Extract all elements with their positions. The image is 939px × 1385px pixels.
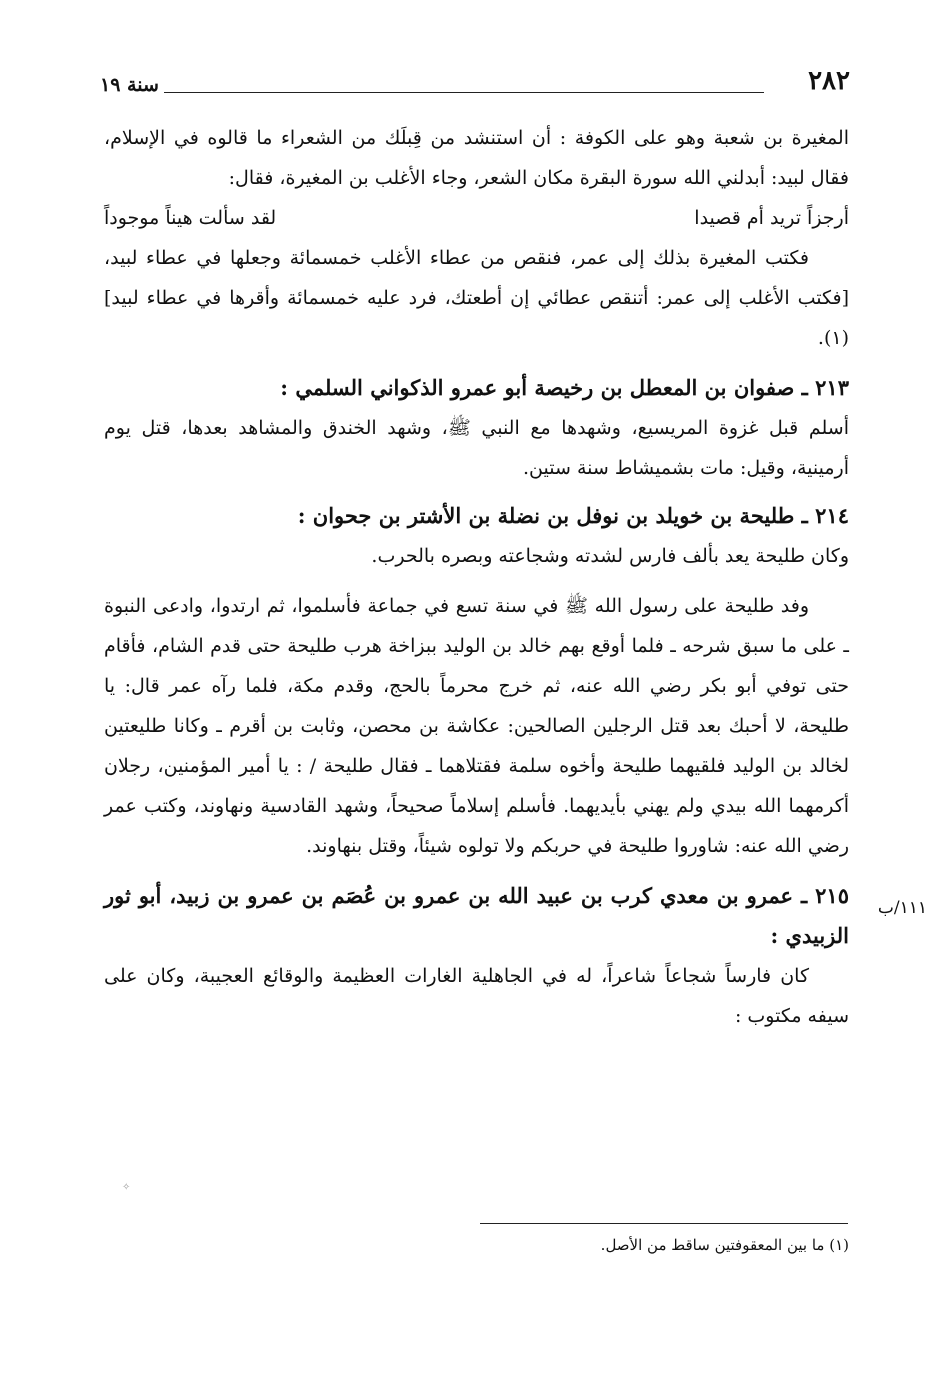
paragraph-entry-214-a: وكان طليحة يعد بألف فارس لشدته وشجاعته وبصره بالحرب.	[371, 545, 849, 567]
poem-verse	[104, 198, 849, 238]
paragraph-mughira-letter: فكتب المغيرة بذلك إلى عمر، فنقص من عطاء الأغلب خمسمائة وجعلها في عطاء لبيد، [فكتب الأغلب إلى عمر: أتنقص عطائي إن أطعتك، فرد عليه خمسمائة وأقرها في عطاء لبيد](١).	[104, 247, 849, 349]
entry-heading-215: ٢١٥ ـ عمرو بن معدي كرب بن عبيد الله بن عمرو بن عُصَم بن عمرو بن زبيد، أبو ثور الزبيدي :	[104, 883, 849, 948]
entry-heading-214: ٢١٤ ـ طليحة بن خويلد بن نوفل بن نضلة بن الأشتر بن جحوان :	[297, 503, 849, 528]
paragraph-entry-215: كان فارساً شجاعاً شاعراً، له في الجاهلية الغارات العظيمة والوقائع العجيبة، وكان على سيفه مكتوب :	[104, 965, 849, 1027]
running-head-year: سنة ١٩	[100, 74, 159, 96]
verse-first-hemistich: أرجزاً تريد أم قصيدا	[694, 207, 849, 229]
paragraph-intro: المغيرة بن شعبة وهو على الكوفة : أن استنشد من قِبلَك من الشعراء ما قالوه في الإسلام، فقال لبيد: أبدلني الله سورة البقرة مكان الشعر، وجاء الأغلب بن المغيرة، فقال:	[104, 127, 849, 189]
paragraph-entry-213: أسلم قبل غزوة المريسيع، وشهدها مع النبي ﷺ، وشهد الخندق والمشاهد بعدها، قتل يوم أرمينية، وقيل: مات بشميشاط سنة ستين.	[104, 417, 849, 479]
paragraph-entry-214-b: وفد طليحة على رسول الله ﷺ في سنة تسع في جماعة فأسلموا، ثم ارتدوا، وادعى النبوة ـ على ما سبق شرحه ـ فلما أوقع بهم خالد بن الوليد ببزاخة هرب طليحة حتى قدم الشام، فأقام حتى توفي أبو بكر رضي الله عنه، ثم خرج محرماً بالحج، وقدم مكة، فلما رآه عمر قال: يا طليحة، لا أحبك بعد قتل الرجلين الصالحين: عكاشة بن محصن، وثابت بن أقرم ـ وكانا طليعتين لخالد بن الوليد فلقيهما طليحة وأخوه سلمة فقتلاهما ـ فقال طليحة / : يا أمير المؤمنين، رجلان أكرمهما الله بيدي ولم يهني بأيديهما. فأسلم إسلاماً صحيحاً، وشهد القادسية ونهاوند، وكتب عمر رضي الله عنه: شاوروا طليحة في حربكم ولا تولوه شيئاً، وقتل بنهاوند.	[104, 595, 850, 857]
main-text	[104, 118, 849, 1036]
verse-second-hemistich: لقد سألت هيناً موجوداً	[104, 207, 277, 229]
page-number: ٢٨٢	[808, 66, 850, 96]
scan-speck: ✧	[122, 1182, 131, 1193]
page-header	[100, 64, 850, 104]
footnote-rule	[480, 1223, 848, 1224]
header-rule	[164, 92, 764, 93]
footnote: (١) ما بين المعقوفتين ساقط من الأصل.	[600, 1236, 849, 1254]
entry-heading-213: ٢١٣ ـ صفوان بن المعطل بن رخيصة أبو عمرو الذكواني السلمي :	[280, 375, 849, 400]
manuscript-folio-note: ١١١/ب	[877, 898, 927, 918]
